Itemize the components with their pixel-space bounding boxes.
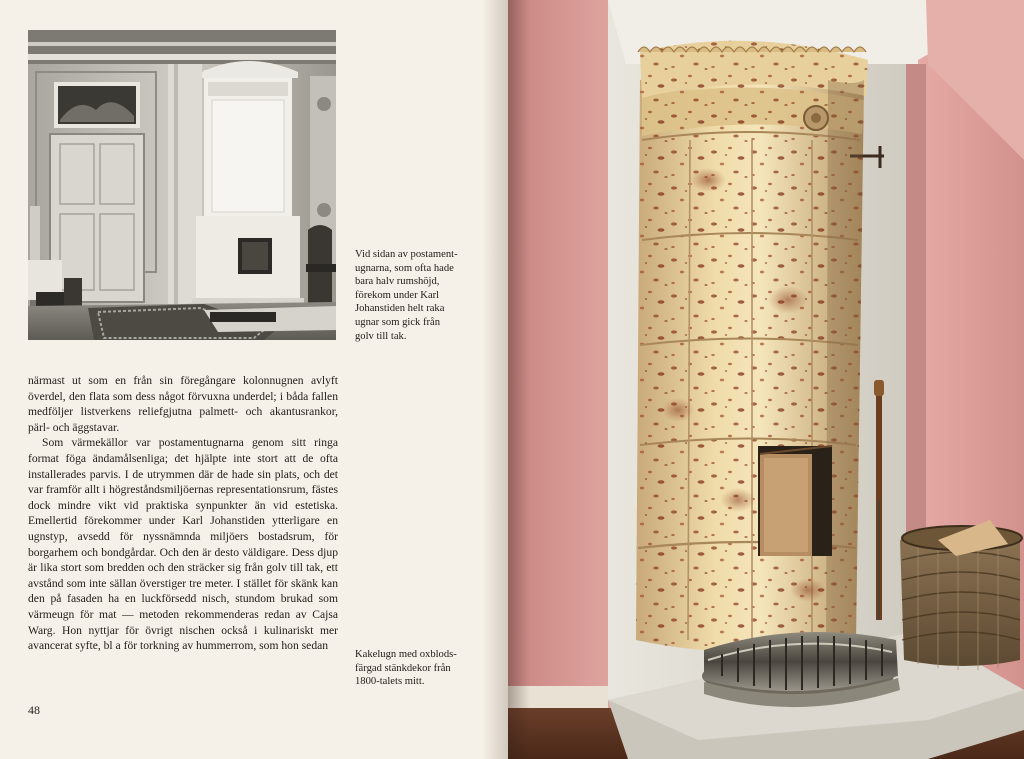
paragraph-1: närmast ut som en från sin föregångare kolonnugnen avlyft överdel, den flata som dess något förvuxna underdel; i båda fallen medföljer listverkens reliefgjutna palmett- och akantusrankor, pärl- och äggstavar. — [28, 374, 338, 434]
body-text — [28, 373, 338, 654]
left-page — [0, 0, 508, 759]
interior-photo-bw — [28, 30, 336, 340]
paragraph-2: Som värmekällor var postamentugnarna genom sitt ringa format föga ändamålsenliga; det hjälpte inte stort att de ofta installerades parvis. I de utrymmen där de hade sin plats, och det var framför allt i högreståndsmiljöernas representationsrum, fästes dock mindre vikt vid praktiska synpunkter än vid estetiska. Emellertid förekommer under Karl Johanstiden ytterligare en ugnstyp, avsedd för nyssnämnda miljöers bostadsrum, för borgarhem och bondgårdar. Och den är desto väldigare. Dess djup är lika stort som bredden och den sträcker sig från golv till tak, ett avstånd som inte sällan överstiger tre meter. I stället för skänk kan den på fasaden ha en luckförsedd nisch, stundom brukad som värmeugn för mat — metoden rekommenderas redan av Cajsa Warg. Hon nyttjar för övrigt nischen också i kulinariskt mer avancerat syfte, bl a för torkning av hummerrom, som hon sedan — [28, 436, 338, 653]
right-page — [508, 0, 1024, 759]
page-number: 48 — [28, 703, 40, 717]
stove-illustration — [508, 0, 1024, 759]
interior-illustration — [28, 30, 336, 340]
tiled-stove-photo — [508, 0, 1024, 759]
caption-bottom: Kakelugn med oxblods- färgad stänkdekor från 1800-talets mitt. — [355, 649, 457, 688]
caption-top: Vid sidan av postament- ugnarna, som ofta hade bara halv rumshöjd, förekom under Karl Johanstiden helt raka ugnar som gick från golv till tak. — [355, 249, 458, 342]
